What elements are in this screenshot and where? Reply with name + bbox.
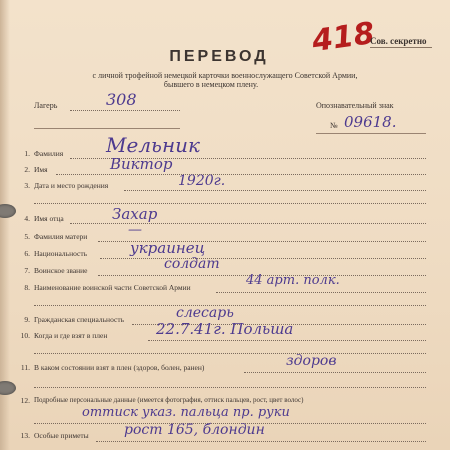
field-label-personal: Подробные персональные данные (имеется фотография, оттиск пальцев, рост, цвет волос)	[34, 396, 304, 404]
field-line	[56, 174, 426, 175]
field-number: 11.	[20, 363, 30, 372]
field-value-condition: здоров	[286, 353, 337, 369]
camp-line	[70, 110, 180, 111]
punch-hole-bottom	[0, 381, 16, 395]
field-value-profession: слесарь	[176, 305, 234, 321]
field-number: 8.	[24, 283, 30, 292]
field-value-features: рост 165, блондин	[124, 422, 265, 438]
field-label-features: Особые приметы	[34, 431, 89, 440]
field-label-condition: В каком состоянии взят в плен (здоров, болен, ранен)	[34, 363, 205, 372]
field-label-nationality: Национальность	[34, 249, 88, 258]
field-line-extra	[34, 203, 426, 204]
document-subtitle-1: с личной трофейной немецкой карточки военнослужащего Советской Армии,	[92, 71, 358, 80]
field-label-name: Имя	[34, 165, 48, 174]
field-line-extra	[34, 353, 426, 354]
field-label-surname: Фамилия	[34, 149, 64, 158]
id-mark-value: 09618.	[344, 113, 397, 131]
field-number: 6.	[24, 249, 30, 258]
field-number: 1.	[24, 149, 30, 158]
field-line	[148, 340, 426, 341]
field-number: 7.	[24, 266, 30, 275]
field-value-mother: —	[128, 222, 142, 238]
id-mark-underline	[316, 133, 426, 134]
field-line	[70, 223, 426, 224]
field-value-captured: 22.7.41г. Польша	[156, 320, 294, 338]
camp-underline-2	[34, 128, 180, 129]
field-line	[124, 190, 426, 191]
field-line	[100, 258, 426, 259]
id-mark-label: Опознавательный знак	[316, 101, 394, 110]
id-mark-prefix: №	[330, 121, 338, 130]
field-line-extra	[34, 387, 426, 388]
field-number: 12.	[20, 396, 30, 405]
field-number: 5.	[24, 232, 30, 241]
field-value-unit: 44 арт. полк.	[246, 273, 340, 288]
field-line	[96, 441, 426, 442]
field-value-rank: солдат	[164, 256, 220, 272]
field-number: 10.	[20, 331, 30, 340]
red-case-number: 418	[309, 15, 377, 60]
field-label-unit: Наименование воинской части Советской Армии	[34, 283, 191, 292]
document-subtitle-2: бывшего в немецком плену.	[163, 80, 259, 89]
document-title: ПЕРЕВОД	[169, 48, 269, 65]
field-number: 4.	[24, 214, 30, 223]
punch-hole-top	[0, 204, 16, 218]
field-value-personal: оттиск указ. пальца пр. руки	[82, 405, 290, 420]
field-value-patronymic: Захар	[112, 205, 158, 223]
field-label-captured: Когда и где взят в плен	[34, 331, 108, 340]
field-number: 9.	[24, 315, 30, 324]
field-number: 13.	[20, 431, 30, 440]
field-label-patronymic: Имя отца	[34, 214, 64, 223]
camp-label: Лагерь	[34, 101, 58, 110]
field-label-birth: Дата и место рождения	[34, 181, 109, 190]
field-label-profession: Гражданская специальность	[34, 315, 125, 324]
classification-label: Сов. секретно	[370, 36, 427, 46]
field-line	[216, 292, 426, 293]
field-label-mother: Фамилия матери	[34, 232, 88, 241]
field-value-birth: 1920г.	[178, 173, 226, 189]
field-value-name: Виктор	[110, 155, 173, 173]
field-value-nationality: украинец	[130, 239, 206, 257]
field-line	[244, 372, 426, 373]
camp-value: 308	[106, 90, 137, 109]
field-number: 3.	[24, 181, 30, 190]
field-label-rank: Воинское звание	[34, 266, 88, 275]
field-number: 2.	[24, 165, 30, 174]
field-value-surname: Мельник	[106, 133, 200, 157]
